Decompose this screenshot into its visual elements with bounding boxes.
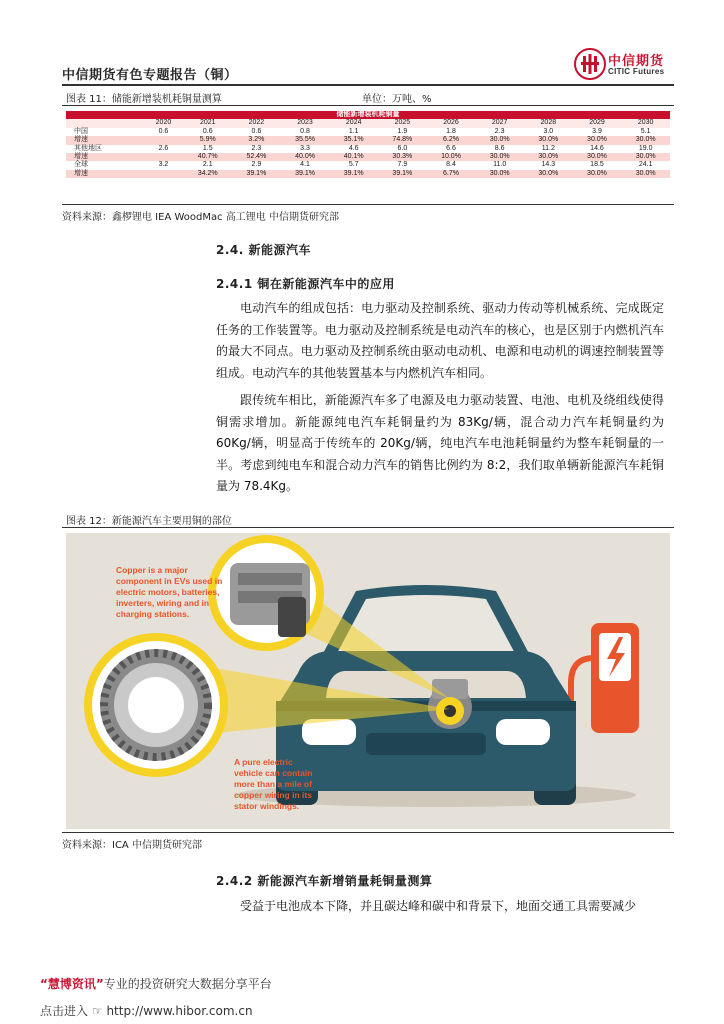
- table-cell: 39.1%: [281, 170, 330, 178]
- fig11-divider: [62, 105, 674, 106]
- table-cell: 2.1: [183, 161, 232, 169]
- table-cell: 10.0%: [427, 153, 476, 161]
- table-year-header: 2025: [378, 119, 427, 127]
- section-heading-2-4-1: 2.4.1 铜在新能源汽车中的应用: [216, 277, 395, 291]
- table-year-header: 2027: [475, 119, 524, 127]
- table-cell: [143, 136, 183, 144]
- table-cell: 8.4: [427, 161, 476, 169]
- table-cell: 30.0%: [475, 153, 524, 161]
- fig11-bottom-divider: [62, 204, 674, 205]
- table-cell: 14.6: [573, 145, 622, 153]
- table-row: [66, 170, 670, 178]
- table-cell: 3.9: [573, 128, 622, 136]
- footer-tagline: [40, 975, 272, 992]
- table-cell: 39.1%: [378, 170, 427, 178]
- table-cell: 3.0: [524, 128, 573, 136]
- table-row: [66, 153, 670, 161]
- fig11-caption: 图表 11：储能新增装机耗铜量测算: [66, 94, 222, 105]
- table-cell: 3.2%: [232, 136, 281, 144]
- table-year-header: 2021: [183, 119, 232, 127]
- table-cell: 30.0%: [573, 153, 622, 161]
- table-cell: 30.0%: [621, 136, 670, 144]
- footer-link[interactable]: http://www.hibor.com.cn: [106, 1004, 253, 1018]
- note-bottom-line-3: more than a mile of: [234, 779, 312, 789]
- logo-text-cn: 中信期货: [608, 54, 665, 69]
- table-year-header: 2030: [621, 119, 670, 127]
- footer-tagline-text: 专业的投资研究大数据分享平台: [103, 977, 272, 991]
- table-row: [66, 136, 670, 144]
- table-row-label: 其他地区: [66, 145, 143, 153]
- table-cell: 40.1%: [329, 153, 378, 161]
- table-cell: 30.0%: [573, 136, 622, 144]
- table-row-label: 增速: [66, 136, 143, 144]
- note-bottom-line-5: stator windings.: [234, 801, 300, 811]
- table-cell: 0.6: [183, 128, 232, 136]
- table-cell: 5.9%: [183, 136, 232, 144]
- table-year-header: 2029: [573, 119, 622, 127]
- fig12-source: 资料来源：ICA 中信期货研究部: [62, 840, 202, 851]
- table-cell: 11.2: [524, 145, 573, 153]
- table-cell: 30.0%: [524, 136, 573, 144]
- table-cell: 6.7%: [427, 170, 476, 178]
- table-cell: 34.2%: [183, 170, 232, 178]
- table-row-label: 增速: [66, 153, 143, 161]
- table-year-header: 2024: [329, 119, 378, 127]
- table-cell: 1.1: [329, 128, 378, 136]
- table-cell: 1.5: [183, 145, 232, 153]
- copper-demand-table: [66, 111, 670, 178]
- table-cell: 14.3: [524, 161, 573, 169]
- table-corner-cell: [66, 119, 143, 127]
- table-cell: 39.1%: [329, 170, 378, 178]
- table-year-header: 2023: [281, 119, 330, 127]
- table-cell: 2.9: [232, 161, 281, 169]
- table-row: [66, 145, 670, 153]
- table-row-label: 全球: [66, 161, 143, 169]
- table-year-header: 2028: [524, 119, 573, 127]
- citic-logo: [574, 48, 674, 82]
- fig11-unit: 单位：万吨、%: [362, 94, 432, 105]
- logo-text-en: CITIC Futures: [608, 67, 665, 76]
- paragraph-ev-composition: 电动汽车的组成包括：电力驱动及控制系统、驱动力传动等机械系统、完成既定任务的工作装置等。电力驱动及控制系统是电动汽车的核心，也是区别于内燃机汽车的最大不同点。电力驱动及控制系统由驱动电动机、电源和电动机的调速控制装置等组成。电动汽车的其他装置基本与内燃机汽车相同。: [216, 301, 664, 380]
- table-cell: 30.3%: [378, 153, 427, 161]
- table-cell: 39.1%: [232, 170, 281, 178]
- report-title: 中信期货有色专题报告（铜）: [62, 68, 238, 83]
- table-cell: 18.5: [573, 161, 622, 169]
- table-cell: 30.0%: [524, 170, 573, 178]
- table-cell: 40.0%: [281, 153, 330, 161]
- header-divider: [62, 84, 674, 86]
- table-cell: 2.3: [475, 128, 524, 136]
- table-cell: 3.3: [281, 145, 330, 153]
- note-top-line-2: component in EVs used in: [116, 576, 223, 586]
- table-cell: 11.0: [475, 161, 524, 169]
- table-cell: 24.1: [621, 161, 670, 169]
- table-cell: 30.0%: [621, 170, 670, 178]
- table-header-row: [66, 119, 670, 127]
- table-row: [66, 161, 670, 169]
- paragraph-ev-copper-usage: 跟传统车相比，新能源汽车多了电源及电力驱动装置、电池、电机及绕组线使得铜需求增加。新能源纯电汽车耗铜量约为 83Kg/辆，混合动力汽车耗铜量约为 60Kg/辆，明显高于传统车的 20Kg/辆，纯电汽车电池耗铜量约为整车耗铜量的一半。考虑到纯电车和混合动力汽车的销售比例约为 8:2，我们取单辆新能源汽车耗铜量为 78.4Kg。: [216, 393, 664, 493]
- table-cell: 4.6: [329, 145, 378, 153]
- footer-link-row: [40, 1002, 253, 1019]
- table-cell: 2.3: [232, 145, 281, 153]
- table-cell: 74.8%: [378, 136, 427, 144]
- table-year-header: 2026: [427, 119, 476, 127]
- table-row-label: 中国: [66, 128, 143, 136]
- note-bottom-line-1: A pure electric: [234, 757, 293, 767]
- table-cell: 3.2: [143, 161, 183, 169]
- fig12-caption: 图表 12：新能源汽车主要用铜的部位: [66, 516, 232, 527]
- table-cell: 52.4%: [232, 153, 281, 161]
- fig11-source: 资料来源：鑫椤锂电 IEA WoodMac 高工锂电 中信期货研究部: [62, 212, 339, 223]
- table-cell: 0.8: [281, 128, 330, 136]
- note-top-line-1: Copper is a major: [116, 565, 188, 575]
- table-cell: 6.2%: [427, 136, 476, 144]
- section-heading-2-4-2: 2.4.2 新能源汽车新增销量耗铜量测算: [216, 874, 433, 888]
- citic-emblem-icon: [574, 48, 606, 80]
- note-bottom-line-2: vehicle can contain: [234, 768, 313, 778]
- page-header: [62, 44, 674, 84]
- table-year-header: 2022: [232, 119, 281, 127]
- table-cell: 5.1: [621, 128, 670, 136]
- table-cell: 0.6: [143, 128, 183, 136]
- table-cell: 19.0: [621, 145, 670, 153]
- table-cell: 4.1: [281, 161, 330, 169]
- table-cell: 6.6: [427, 145, 476, 153]
- section-heading-2-4: 2.4. 新能源汽车: [216, 243, 311, 257]
- table-cell: 30.0%: [621, 153, 670, 161]
- table-title-row: [66, 111, 670, 119]
- paragraph-ev-sales: 受益于电池成本下降，并且碳达峰和碳中和背景下，地面交通工具需要减少: [240, 899, 637, 913]
- table-cell: 35.1%: [329, 136, 378, 144]
- ev-copper-illustration: [66, 533, 670, 829]
- table-cell: 7.9: [378, 161, 427, 169]
- note-top-line-3: electric motors, batteries,: [116, 587, 220, 597]
- note-top-line-5: charging stations.: [116, 609, 190, 619]
- table-year-header: 2020: [143, 119, 183, 127]
- table-cell: 30.0%: [475, 170, 524, 178]
- table-row-label: 增速: [66, 170, 143, 178]
- note-top-line-4: inverters, wiring and in: [116, 598, 210, 608]
- table-cell: 1.9: [378, 128, 427, 136]
- table-cell: 30.0%: [475, 136, 524, 144]
- table-title: 储能新增装机耗铜量: [66, 111, 670, 119]
- table-cell: [143, 170, 183, 178]
- pointer-hand-icon: ☞: [91, 1004, 103, 1018]
- table-cell: 2.6: [143, 145, 183, 153]
- table-cell: 0.6: [232, 128, 281, 136]
- table-cell: 40.7%: [183, 153, 232, 161]
- table-row: [66, 128, 670, 136]
- note-bottom-line-4: copper wiring in its: [234, 790, 312, 800]
- fig12-bottom-divider: [62, 832, 674, 833]
- fig12-divider: [62, 527, 674, 528]
- table-cell: 8.6: [475, 145, 524, 153]
- footer-brand: “慧博资讯”: [40, 977, 104, 991]
- table-cell: 30.0%: [524, 153, 573, 161]
- table-cell: 35.5%: [281, 136, 330, 144]
- table-cell: 5.7: [329, 161, 378, 169]
- table-cell: 6.0: [378, 145, 427, 153]
- footer-link-prefix: 点击进入: [40, 1004, 89, 1018]
- table-cell: [143, 153, 183, 161]
- table-cell: 1.8: [427, 128, 476, 136]
- table-cell: 30.0%: [573, 170, 622, 178]
